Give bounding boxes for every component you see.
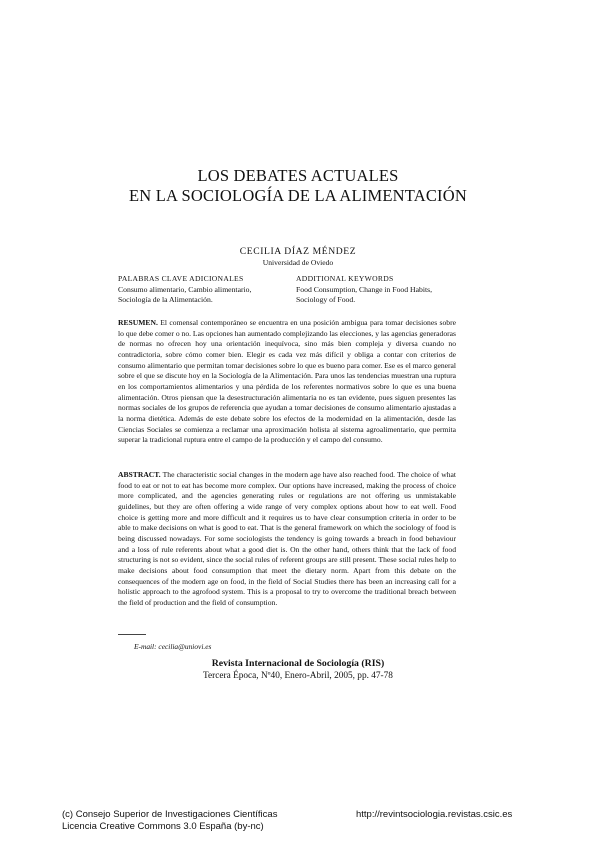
title-line-2: EN LA SOCIOLOGÍA DE LA ALIMENTACIÓN (129, 186, 467, 205)
author-name: CECILIA DÍAZ MÉNDEZ (239, 246, 357, 257)
keywords-english (296, 274, 458, 306)
abstract-paragraph (118, 470, 456, 609)
author-email: E-mail: cecilia@uniovi.es (134, 642, 212, 651)
keywords-spanish-text: Consumo alimentario, Cambio alimentario, Sociología de la Alimentación. (118, 284, 252, 305)
resumen-label: RESUMEN. (118, 318, 158, 327)
journal-url-link[interactable]: http://revintsociologia.revistas.csic.es (356, 809, 513, 820)
journal-issue: Tercera Época, Nº40, Enero-Abril, 2005, pp. 47-78 (203, 671, 393, 681)
copyright-line-1: (c) Consejo Superior de Investigaciones Científicas (62, 809, 278, 820)
copyright-notice (62, 809, 277, 833)
title-line-1: LOS DEBATES ACTUALES (197, 166, 399, 185)
keywords-english-text: Food Consumption, Change in Food Habits, Sociology of Food. (296, 284, 433, 305)
resumen-text: El comensal contemporáneo se encuentra en una posición ambigua para tomar decisiones sobre lo que debe comer o no. Las opciones han aumentado complejizando las elecciones, y las agencias generadoras de normas no ofrecen hoy una orientación inequívoca, sino más bien compleja y diversa cuando no contradictoria, sobre cómo comer bien. Elegir es cada vez más difícil y obliga a contar con criterios de consumo alimentario que permitan tomar decisiones sobre lo que es bueno para comer. Ese es el marco general sobre el que se discute hoy en la Sociología de la Alimentación. Para unos las tendencias muestran una ruptura en los comportamientos alimentarios y una pérdida de los referentes normativos sobre lo que es una buena alimentación. Otros piensan que la desestructuración alimentaria no es tan evidente, pues siguen presentes las normas sociales de los grupos de referencia que ayudan a tomar decisiones de consumo alimentario ajustadas a la norma dietética. Además de este debate sobre los efectos de la modernidad en la alimentación, desde las Ciencias Sociales se comienza a reclamar una aproximación holista al sistema agroalimentario, que permita superar la tradicional ruptura entre el campo de la producción y el campo del consumo. (118, 318, 456, 445)
keywords-spanish (118, 274, 280, 306)
keywords-english-heading: ADDITIONAL KEYWORDS (296, 274, 394, 283)
footnote-divider (118, 634, 146, 635)
license-line: Licencia Creative Commons 3.0 España (by-nc) (62, 821, 264, 833)
article-title (0, 166, 596, 206)
journal-name: Revista Internacional de Sociología (RIS) (211, 658, 385, 669)
abstract-text: The characteristic social changes in the modern age have also reached food. The choice of what food to eat or not to eat has become more complex. Our options have increased, making the process of choice more complicated, and the agencies generating rules or regulations are not offering us unmistakable guidelines, but they are often offering a wide range of very complex options about how to eat well. Food choice is getting more and more difficult and it requires us to have clear consumption criteria in order to be able to make decisions on what is good to eat. That is the general framework on which the sociology of food is being discussed nowadays. For some sociologists the tendency is going towards a breach in food behaviour and a loss of rule referents about what a good diet is. On the other hand, others think that the lack of food structuring is not so evident, since the social rules of referent groups are still present. These social rules help to make decisions about food consumption that meet the dietary norm. Apart from this debate on the consequences of the modern age on food, in the field of Social Studies there has been an increasing call for a holistic approach to the agrofood system. This is a proposal to try to overcome the traditional breach between the field of production and the field of consumption. (118, 470, 457, 607)
abstract-label: ABSTRACT. (118, 470, 161, 479)
resumen-paragraph (118, 318, 456, 446)
author-affiliation: Universidad de Oviedo (262, 258, 334, 267)
keywords-spanish-heading: PALABRAS CLAVE ADICIONALES (118, 274, 244, 283)
